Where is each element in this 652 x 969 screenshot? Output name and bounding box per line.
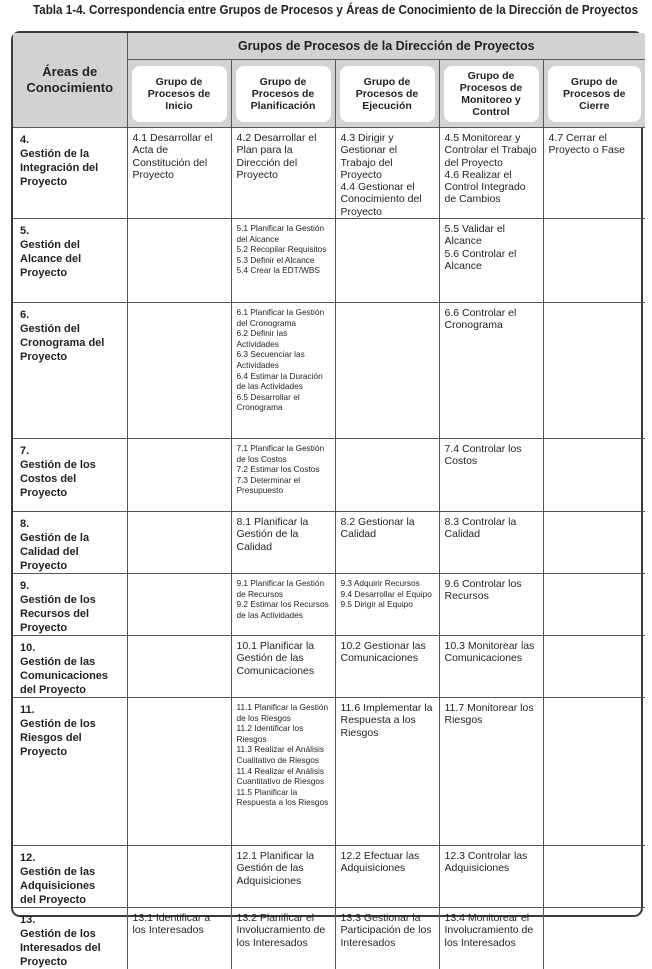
area-name: Gestión de los Recursos del Proyecto [20, 594, 96, 635]
process-cell-cierre [543, 303, 645, 439]
table-row [13, 512, 645, 574]
process-cell-monitoreo [439, 698, 543, 846]
process-cell-inicio [127, 512, 231, 574]
process-cell-inicio [127, 636, 231, 698]
process-text: 8.1 Planificar la Gestión de la Calidad [236, 516, 309, 553]
area-number: 6. [20, 309, 30, 322]
process-text: 4.3 Dirigir y Gestionar el Trabajo del Proyecto 4.4 Gestionar el Conocimiento del Proyecto [340, 132, 422, 218]
table-row [13, 439, 645, 512]
area-cell [13, 219, 127, 303]
table-row [13, 636, 645, 698]
groups-header: Grupos de Procesos de la Dirección de Proyectos [127, 33, 645, 60]
area-number: 7. [20, 445, 30, 458]
area-cell [13, 908, 127, 969]
area-number: 11. [20, 704, 35, 717]
process-cell-inicio [127, 846, 231, 908]
process-cell-inicio [127, 908, 231, 969]
process-text: 6.6 Controlar el Cronograma [444, 307, 517, 332]
process-cell-monitoreo [439, 846, 543, 908]
group-label: Grupo de Procesos de Monitoreo y Control [444, 66, 539, 122]
process-text: 9.1 Planificar la Gestión de Recursos 9.2 Estimar los Recursos de las Actividades [236, 578, 329, 620]
process-text: 12.3 Controlar las Adquisiciones [444, 850, 528, 875]
process-text: 12.2 Efectuar las Adquisiciones [340, 850, 420, 875]
process-text: 11.1 Planificar la Gestión de los Riesgos 11.2 Identificar los Riesgos 11.3 Realizar el Análisis Cualitativo de Riesgos 11.4 Realizar el Análisis Cuantitativo de Riesgos 11.5 Planificar la Respuesta a los Riesgos [236, 702, 329, 808]
process-text: 5.1 Planificar la Gestión del Alcance 5.2 Recopilar Requisitos 5.3 Definir el Alcance 5.4 Crear la EDT/WBS [236, 223, 327, 276]
process-text: 8.3 Controlar la Calidad [444, 516, 517, 541]
process-text: 9.3 Adquirir Recursos 9.4 Desarrollar el Equipo 9.5 Dirigir al Equipo [340, 578, 432, 610]
process-text: 13.2 Planificar el Involucramiento de los Interesados [236, 912, 326, 949]
process-cell-planificacion [231, 303, 335, 439]
table-row [13, 303, 645, 439]
process-cell-inicio [127, 439, 231, 512]
area-name: Gestión de las Adquisiciones del Proyecto [20, 866, 96, 907]
process-cell-ejecucion [335, 512, 439, 574]
table-row [13, 908, 645, 969]
process-cell-inicio [127, 128, 231, 219]
process-table [11, 31, 643, 969]
process-text: 6.1 Planificar la Gestión del Cronograma 6.2 Definir las Actividades 6.3 Secuenciar las Actividades 6.4 Estimar la Duración de las Actividades 6.5 Desarrollar el Cronograma [236, 307, 325, 413]
table-row [13, 698, 645, 846]
process-cell-planificacion [231, 512, 335, 574]
group-header-inicio [127, 60, 231, 128]
process-text: 10.1 Planificar la Gestión de las Comunicaciones [236, 640, 315, 677]
group-header-ejecucion [335, 60, 439, 128]
area-name: Gestión del Alcance del Proyecto [20, 239, 82, 280]
process-text: 7.1 Planificar la Gestión de los Costos 7.2 Estimar los Costos 7.3 Determinar el Presupuesto [236, 443, 325, 496]
process-text: 5.5 Validar el Alcance 5.6 Controlar el Alcance [444, 223, 517, 272]
process-text: 8.2 Gestionar la Calidad [340, 516, 415, 541]
process-cell-cierre [543, 636, 645, 698]
group-header-monitoreo [439, 60, 543, 128]
area-name: Gestión de las Comunicaciones del Proyecto [20, 656, 109, 697]
process-cell-inicio [127, 698, 231, 846]
area-cell [13, 698, 127, 846]
process-text: 11.6 Implementar la Respuesta a los Riesgos [340, 702, 433, 739]
area-cell [13, 128, 127, 219]
area-name: Gestión de la Integración del Proyecto [20, 148, 99, 188]
area-number: 8. [20, 518, 30, 531]
process-cell-inicio [127, 303, 231, 439]
process-cell-cierre [543, 574, 645, 636]
process-cell-planificacion [231, 698, 335, 846]
process-cell-ejecucion [335, 128, 439, 219]
group-header-planificacion [231, 60, 335, 128]
process-cell-cierre [543, 128, 645, 219]
process-cell-monitoreo [439, 636, 543, 698]
process-cell-monitoreo [439, 303, 543, 439]
process-cell-ejecucion [335, 574, 439, 636]
area-number: 10. [20, 642, 36, 655]
process-text: 4.1 Desarrollar el Acta de Constitución del Proyecto [132, 132, 213, 181]
process-cell-planificacion [231, 128, 335, 219]
area-number: 4. [20, 134, 30, 146]
process-cell-ejecucion [335, 439, 439, 512]
process-text: 11.7 Monitorear los Riesgos [444, 702, 534, 727]
table-caption: Tabla 1-4. Correspondencia entre Grupos de Procesos y Áreas de Conocimiento de la Dirección de Proyectos [33, 3, 639, 17]
process-cell-cierre [543, 698, 645, 846]
process-text: 9.6 Controlar los Recursos [444, 578, 522, 603]
area-name: Gestión de los Interesados del Proyecto [20, 928, 101, 969]
process-cell-monitoreo [439, 128, 543, 219]
area-number: 9. [20, 580, 30, 593]
process-text: 10.3 Monitorear las Comunicaciones [444, 640, 535, 665]
area-name: Gestión del Cronograma del Proyecto [20, 323, 105, 364]
process-cell-cierre [543, 846, 645, 908]
table-row [13, 574, 645, 636]
group-label: Grupo de Procesos de Inicio [132, 66, 227, 122]
process-text: 13.4 Monitorear el Involucramiento de los Interesados [444, 912, 534, 949]
process-cell-planificacion [231, 219, 335, 303]
areas-header: Áreas de Conocimiento [13, 33, 127, 128]
area-cell [13, 439, 127, 512]
group-label: Grupo de Procesos de Ejecución [340, 66, 435, 122]
process-cell-cierre [543, 908, 645, 969]
process-cell-inicio [127, 219, 231, 303]
process-cell-planificacion [231, 574, 335, 636]
process-cell-planificacion [231, 846, 335, 908]
process-cell-monitoreo [439, 908, 543, 969]
table-row [13, 128, 645, 219]
process-text: 4.7 Cerrar el Proyecto o Fase [548, 132, 625, 157]
process-text: 7.4 Controlar los Costos [444, 443, 522, 468]
process-cell-ejecucion [335, 846, 439, 908]
area-cell [13, 574, 127, 636]
area-cell [13, 846, 127, 908]
process-cell-planificacion [231, 636, 335, 698]
area-name: Gestión de los Riesgos del Proyecto [20, 718, 96, 759]
process-cell-planificacion [231, 908, 335, 969]
process-text: 13.3 Gestionar la Participación de los Interesados [340, 912, 432, 949]
process-text: 13.1 Identificar a los Interesados [132, 912, 211, 937]
area-cell [13, 512, 127, 574]
process-cell-monitoreo [439, 574, 543, 636]
process-cell-inicio [127, 574, 231, 636]
process-cell-ejecucion [335, 219, 439, 303]
area-name: Gestión de la Calidad del Proyecto [20, 532, 90, 573]
process-text: 10.2 Gestionar las Comunicaciones [340, 640, 426, 665]
group-label: Grupo de Procesos de Cierre [548, 66, 642, 122]
process-cell-cierre [543, 512, 645, 574]
process-cell-cierre [543, 439, 645, 512]
process-text: 4.2 Desarrollar el Plan para la Dirección del Proyecto [236, 132, 317, 181]
area-name: Gestión de los Costos del Proyecto [20, 459, 96, 500]
table-row [13, 219, 645, 303]
process-cell-cierre [543, 219, 645, 303]
process-cell-monitoreo [439, 512, 543, 574]
process-cell-ejecucion [335, 303, 439, 439]
area-cell [13, 303, 127, 439]
process-text: 4.5 Monitorear y Controlar el Trabajo del Proyecto 4.6 Realizar el Control Integrado de Cambios [444, 132, 537, 206]
group-label: Grupo de Procesos de Planificación [236, 66, 331, 122]
group-header-cierre [543, 60, 645, 128]
process-cell-ejecucion [335, 698, 439, 846]
process-cell-monitoreo [439, 219, 543, 303]
area-number: 12. [20, 852, 36, 865]
table-row [13, 846, 645, 908]
process-cell-ejecucion [335, 908, 439, 969]
process-text: 12.1 Planificar la Gestión de las Adquisiciones [236, 850, 315, 887]
area-number: 5. [20, 225, 30, 238]
area-cell [13, 636, 127, 698]
process-cell-planificacion [231, 439, 335, 512]
process-cell-monitoreo [439, 439, 543, 512]
process-cell-ejecucion [335, 636, 439, 698]
area-number: 13. [20, 914, 36, 927]
